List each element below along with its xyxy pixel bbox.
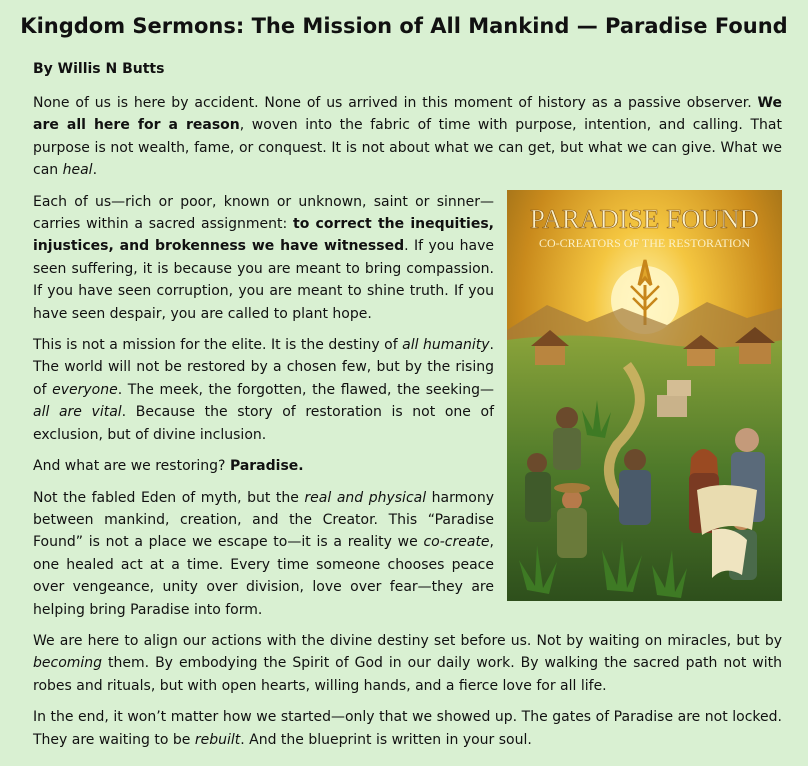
page-title: Kingdom Sermons: The Mission of All Mankind — Paradise Found <box>20 14 788 38</box>
text: them. By embodying the Spirit of God in our daily work. By walking the sacred path not with robes and rituals, but with open hearts, willing hands, and a fierce love for all life. <box>33 655 782 694</box>
sermon-body <box>33 92 782 760</box>
cover-title: PARADISE FOUND <box>529 203 760 234</box>
emphasis-bold: to correct the inequities, injustices, and brokenness we have witnessed <box>33 216 494 255</box>
paragraph-6 <box>33 630 782 697</box>
text: . The world will not be restored by a chosen few, but by the rising of <box>33 337 494 398</box>
emphasis-italic: co-create <box>423 534 490 551</box>
text: None of us is here by accident. None of us arrived in this moment of history as a passive observer. <box>33 95 758 111</box>
text: , one healed act at a time. Every time someone chooses peace over vengeance, unity over division, love over fear—they are helping bring Paradise into form. <box>33 534 494 618</box>
text: , woven into the fabric of time with purpose, intention, and calling. That purpose is not wealth, fame, or conquest. It is not about what we can get, but what we can give. What we can <box>33 117 782 179</box>
text: . <box>92 162 98 179</box>
emphasis-italic: heal <box>62 162 93 179</box>
book-cover-image <box>507 190 782 601</box>
text: Not the fabled Eden of myth, but the <box>33 489 305 506</box>
text: In the end, it won’t matter how we started—only that we showed up. The gates of Paradise are not locked. They are waiting to be <box>33 709 782 748</box>
paragraph-1 <box>33 92 782 182</box>
author-byline: By Willis N Butts <box>33 61 165 77</box>
emphasis-italic: everyone <box>52 381 118 398</box>
emphasis-italic: all are vital <box>33 404 122 421</box>
emphasis-italic: real and physical <box>304 489 427 506</box>
text: We are here to align our actions with the divine destiny set before us. Not by waiting on miracles, but by <box>33 632 782 649</box>
text: . And the blueprint is written in your soul. <box>240 731 532 748</box>
text: . Because the story of restoration is not one of exclusion, but of divine inclusion. <box>33 404 494 443</box>
emphasis-italic: becoming <box>33 655 103 672</box>
text: . The meek, the forgotten, the flawed, the seeking— <box>117 381 494 398</box>
cover-subtitle: CO-CREATORS OF THE RESTORATION <box>538 235 751 250</box>
emphasis-italic: rebuilt <box>194 731 241 748</box>
text: . If you have seen suffering, it is because you are meant to bring compassion. If you have seen corruption, you are meant to shine truth. If you have seen despair, you are called to plant hope. <box>33 238 494 322</box>
paragraph-7 <box>33 706 782 751</box>
text: Each of us—rich or poor, known or unknown, saint or sinner—carries within a sacred assignment: <box>33 193 494 233</box>
emphasis-bold: Paradise. <box>229 458 304 475</box>
text: This is not a mission for the elite. It is the destiny of <box>33 337 403 354</box>
text: And what are we restoring? <box>33 458 230 475</box>
emphasis-italic: all humanity <box>402 337 490 354</box>
text: harmony between mankind, creation, and the Creator. This “Paradise Found” is not a place we escape to—it is a reality we <box>33 489 494 551</box>
emphasis-bold: We are all here for a reason <box>33 95 782 134</box>
